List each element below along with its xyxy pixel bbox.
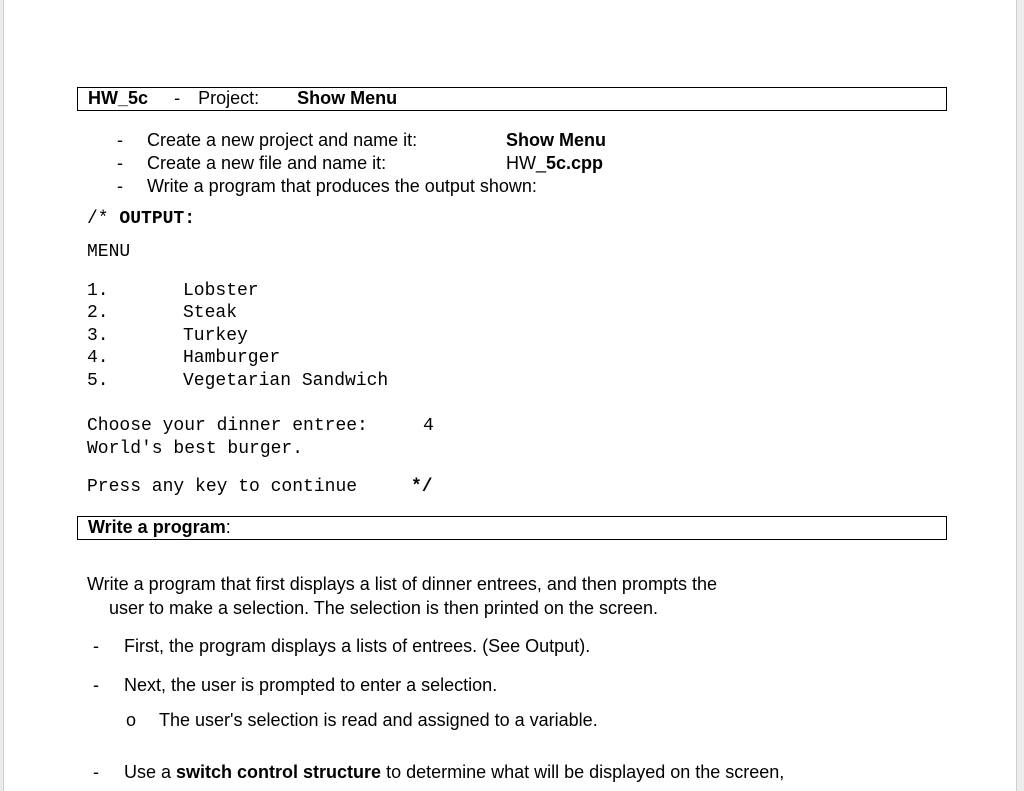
menu-item-name: Turkey: [183, 326, 248, 346]
menu-item-number: 2.: [87, 303, 109, 323]
bullet-text-bold: switch control structure: [176, 762, 382, 782]
comment-open-token: /*: [87, 209, 109, 229]
instruction-text: Create a new file and name it:: [147, 153, 387, 173]
menu-item-name: Hamburger: [183, 348, 281, 368]
instruction-text: Create a new project and name it:: [147, 130, 418, 150]
bullet-text: First, the program displays a lists of entrees. (See Output).: [124, 636, 591, 656]
menu-item-number: 1.: [87, 281, 109, 301]
output-label: OUTPUT:: [119, 209, 196, 229]
instruction-dash: -: [117, 153, 123, 173]
menu-item-number: 3.: [87, 326, 109, 346]
continue-prompt: Press any key to continue: [87, 477, 358, 497]
instruction-filename: [506, 153, 603, 174]
menu-item-name: Lobster: [183, 281, 259, 301]
sub-bullet-marker: o: [126, 710, 137, 730]
entree-result: World's best burger.: [87, 439, 304, 459]
entree-input-value: 4: [423, 416, 434, 436]
filename-prefix: HW_: [506, 153, 546, 173]
filename-suffix: 5c.cpp: [546, 153, 604, 173]
bullet-text: [124, 762, 784, 783]
bullet-text-pre: Use a: [124, 762, 177, 782]
instruction-text: Write a program that produces the output shown:: [147, 176, 537, 196]
bullet-text-post: to determine what will be displayed on the screen,: [381, 762, 785, 782]
section-header: [77, 516, 947, 540]
assignment-header: [77, 87, 947, 111]
description-line: user to make a selection. The selection is then printed on the screen.: [109, 598, 658, 618]
bullet-dash: -: [93, 675, 99, 695]
project-name: Show Menu: [297, 88, 398, 108]
bullet-dash: -: [93, 762, 99, 782]
menu-item-number: 4.: [87, 348, 109, 368]
document-page: [3, 0, 1017, 791]
project-label: Project:: [198, 88, 260, 108]
section-colon: :: [225, 517, 231, 537]
sub-bullet-text: The user's selection is read and assigned to a variable.: [159, 710, 598, 730]
instruction-value: Show Menu: [506, 130, 606, 150]
menu-title: MENU: [87, 242, 131, 262]
description-line: Write a program that first displays a list of dinner entrees, and then prompts the: [87, 574, 717, 594]
assignment-id: HW_5c: [88, 88, 149, 108]
bullet-text: Next, the user is prompted to enter a selection.: [124, 675, 498, 695]
section-title: Write a program: [88, 517, 226, 537]
instruction-dash: -: [117, 130, 123, 150]
output-comment-open: [87, 209, 195, 229]
output-comment-close: */: [411, 477, 433, 497]
menu-item-number: 5.: [87, 371, 109, 391]
header-separator: -: [174, 88, 181, 108]
instruction-dash: -: [117, 176, 123, 196]
entree-prompt: Choose your dinner entree:: [87, 416, 368, 436]
menu-item-name: Steak: [183, 303, 238, 323]
menu-item-name: Vegetarian Sandwich: [183, 371, 389, 391]
bullet-dash: -: [93, 636, 99, 656]
